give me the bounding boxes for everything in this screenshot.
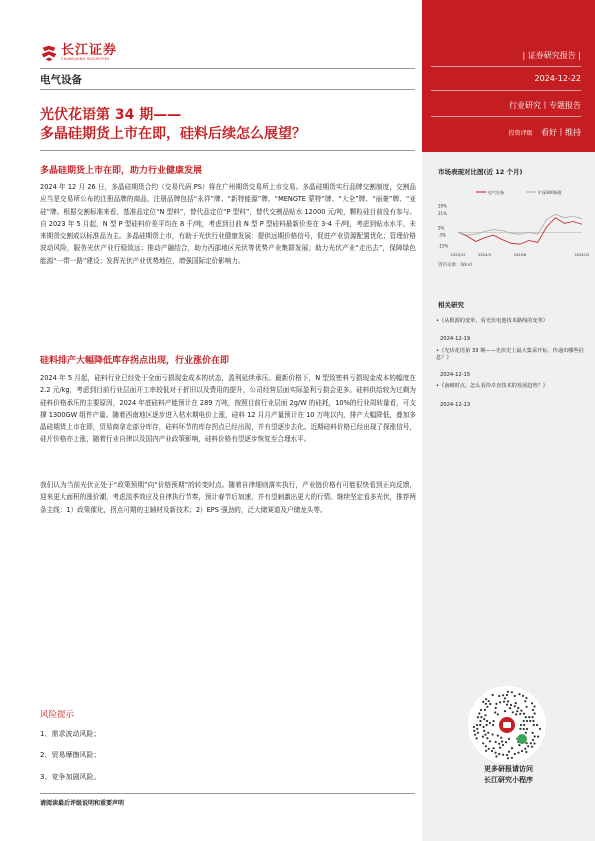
qr-dot [525,716,527,718]
legend-label: 沪深300指数 [538,190,562,195]
qr-dot [515,713,517,715]
qr-dot [532,732,534,734]
qr-dot [511,747,513,749]
report-title-line2: 多晶硅期货上市在即，硅料后续怎么展望？ [40,126,306,142]
qr-dot [533,705,535,707]
qr-dot [498,743,500,745]
qr-dot [492,733,494,735]
qr-dot [477,716,479,718]
report-category: 行业研究丨专题报告 [509,101,581,110]
qr-dot [526,706,528,708]
qr-dot [519,728,521,730]
chart-title: 市场表现对比图(近 12 个月) [438,168,523,176]
qr-dot [478,712,480,714]
qr-dot [501,740,503,742]
qr-dot [480,709,482,711]
qr-dot [474,734,476,736]
report-type: | 证券研究报告 | [522,51,581,60]
brand-logo [40,42,117,64]
qr-caption: 长江研究小程序 [484,776,533,784]
qr-dot [521,750,523,752]
legend-label: 电气设备 [488,190,504,195]
qr-dot [480,716,482,718]
qr-dot [483,718,485,720]
qr-dot [523,720,525,722]
qr-dot [502,754,504,756]
qr-dot [526,720,528,722]
qr-dot [523,713,525,715]
qr-dot [492,724,494,726]
qr-dot [473,726,475,728]
qr-dot [487,732,489,734]
qr-dot [525,751,527,753]
qr-dot [519,713,521,715]
x-tick-label: 2024/8 [513,253,527,257]
header-rule [40,68,415,69]
qr-dot [499,747,501,749]
report-date: 2024-12-22 [534,74,581,83]
qr-dot [532,709,534,711]
qr-dot [483,730,485,732]
qr-dot [497,735,499,737]
qr-dot [502,694,504,696]
qr-dot [486,720,488,722]
qr-dot [508,751,510,753]
qr-dot [505,741,507,743]
qr-dot [482,736,484,738]
section-body: 2024 年 5 月起，硅料行业已经处于全面亏损现金成本的状态，盈利延续承压。最新价格下，N 型致密料亏损现金成本的幅度在 2.2 元/kg，考虑到目前行业层面开工率较低对于折旧以及费用的提升，公司经营层面实际盈利亏损会更多。硅料供给较为过剩为硅料价格承压的主要原因，2024 年底硅料产能预计在 289 万吨，按照目前行业层面 2g/W 的硅耗，10%的行业周转量看，可支撑 1300GW 组件产量。随着西南地区逐步进入枯水期电价上涨，硅料 12 月月产量预计在 10 万吨以内，排产大幅降低，叠加多晶硅期货上市在即，贸易商拿走部分库存，硅料环节的库存拐点已经出现，并有望逐步去化。近期硅料价格已经出现了探涨信号，硅片价格亦上涨，随着行业自律以及国内产业政策影响，硅料价格有望逐步恢复至合理水平。 [40,374,416,444]
qr-dot [479,724,481,726]
qr-dot [498,695,500,697]
qr-dot [506,694,508,696]
qr-dot [520,710,522,712]
y-tick-label: -15% [438,243,449,249]
qr-dot [498,753,500,755]
brand-mark-icon [40,44,58,62]
qr-dot [532,720,534,722]
qr-dot [509,707,511,709]
qr-dot [533,724,535,726]
qr-dot [482,726,484,728]
qr-dot [492,694,494,696]
y-tick-label: 5% [438,225,445,231]
qr-dot [484,709,486,711]
qr-dot [526,742,528,744]
qr-dot [511,691,513,693]
qr-dot [488,700,490,702]
qr-dot [526,728,528,730]
qr-dot [486,724,488,726]
qr-dot [532,739,534,741]
y-tick-label: 21% [438,210,447,216]
qr-dot [485,750,487,752]
header-banner [422,0,595,152]
qr-dot [489,740,491,742]
qr-dot [479,720,481,722]
related-report-date: 2024-12-13 [440,402,471,408]
brand-name: 长江证券 [61,43,118,58]
qr-dot [523,724,525,726]
qr-dot [493,747,495,749]
x-tick-label: 2024/12 [574,253,590,257]
related-title: 相关研究 [438,301,464,309]
rating-value: 看好丨维持 [541,128,581,137]
y-tick-label: 29% [438,203,447,209]
related-report-date: 2024-12-19 [440,336,471,342]
section-body: 我们认为当前光伏正处于“政策预期”向“价格预期”的转变时点。随着自律细则落实执行，产业链价格有可能很快看到正向反馈，迎来更大面积的涨价潮，考虑淡季效应及自律执行节奏，预计春节后加速，并有望刺激出更大的行情。继续坚定看多光伏，推荐两条主线：1）政策催化，拐点可期的主辅材及新技术；2）EPS 强劲的，泛大储赛道及户储龙头等。 [40,481,416,514]
qr-dot [528,716,530,718]
qr-dot [484,734,486,736]
qr-dot [524,748,526,750]
rating-label: 投资评级 [508,130,533,137]
industry-rule [40,89,415,90]
qr-dot [488,748,490,750]
qr-dot [482,742,484,744]
section-heading: 多晶硅期货上市在即，助力行业健康发展 [40,166,203,176]
qr-dot [510,704,512,706]
qr-dot [485,745,487,747]
qr-dot [493,720,495,722]
qr-dot [499,701,501,703]
qr-dot [530,742,532,744]
related-report-link[interactable]: •《光伏花语第 33 期——光伏史上最大集采开标，传递出哪些信息？》 [436,348,584,361]
qr-dot [495,755,497,757]
qr-dot [525,732,527,734]
qr-dot [506,704,508,706]
qr-dot [497,713,499,715]
qr-dot [476,724,478,726]
qr-dot [527,745,529,747]
risk-title: 风险提示 [40,710,75,720]
qr-dot [520,724,522,726]
qr-dot [532,716,534,718]
footer-note: 请阅读最后评级说明和重要声明 [40,800,125,807]
qr-dot [508,738,510,740]
qr-dot [507,700,509,702]
qr-dot [491,750,493,752]
qr-dot [507,691,509,693]
banner-divider [431,116,581,117]
qr-dot [504,710,506,712]
banner-divider [431,90,581,91]
qr-dot [514,695,516,697]
qr-dot [514,753,516,755]
x-tick-label: 2024/4 [478,253,491,257]
qr-dot [537,736,539,738]
market-performance-chart [436,186,590,260]
qr-dot [503,701,505,703]
qr-dot [531,702,533,704]
qr-dot [494,711,496,713]
risk-item: 2、贸易摩擦风险； [40,751,101,759]
qr-dot [534,735,536,737]
qr-dot [484,714,486,716]
related-report-date: 2024-12-15 [440,372,471,378]
qr-dot [515,702,517,704]
qr-dot [511,757,513,759]
rating [508,127,581,138]
qr-dot [489,703,491,705]
footer-rule [40,793,415,794]
report-title-line1: 光伏花语第 34 期—— [40,107,182,123]
qr-dot [476,737,478,739]
qr-dot [524,700,526,702]
risk-item: 1、需求波动风险； [40,730,101,738]
qr-dot [536,724,538,726]
qr-dot [495,703,497,705]
qr-dot [531,746,533,748]
industry-label: 电气设备 [40,74,82,86]
qr-dot [533,742,535,744]
qr-dot [500,737,502,739]
qr-dot [494,752,496,754]
qr-dot [518,693,520,695]
qr-dot [525,697,527,699]
series-line [458,214,582,235]
qr-dot [507,757,509,759]
title-rule [40,150,415,151]
qr-dot [516,710,518,712]
qr-caption: 更多研报请访问 [484,765,533,773]
mini-program-qr-icon[interactable] [466,684,548,766]
qr-dot [534,712,536,714]
y-tick-label: -3% [438,232,446,238]
qr-dot [523,728,525,730]
related-report-link[interactable]: •《南網时点，怎么看待卓直技术的发展趋势？》 [436,383,548,389]
qr-dot [539,728,541,730]
qr-dot [529,720,531,722]
qr-dot [486,706,488,708]
related-report-link[interactable]: •《从根源的变革，看光伏电池技术路线的变革》 [436,318,548,324]
section-body: 2024 年 12 月 26 日，多晶硅期货合约（交易代码 PS）将在广州期货交易所上市交易。多晶硅期货实行品牌交割制度，交割品应当是交易所公布的注册品牌的商品，注册品牌包括“永祥”牌、“新特能源”牌、“MENGTE 蒙特”牌、“大全”牌、“丽豪”牌、“亚硅”牌。根据交割标准来看，基准品定位“N 型料”，替代品定位“P 型料”，替代交割品贴水 12000 元/吨，颗粒硅目前没有参与。自 2023 年 5 月起，N 型 P 型硅料价差平均在 8 千/吨，考虑到目前 N 型 P 型硅料最新价差在 3-4 千/吨，考虑到贴水水平，未来期货交割或以标准品为主。多晶硅期货上市，有助于光伏行业健康发展：提供远期价格信号，促进产业资源配置优化；管理价格波动风险，服务光伏产业行稳致远；推动产融结合，助力西部地区光伏等优势产业集群发展；助力光伏产业“走出去”，保障绿色能源“一带一路”建设；发挥光伏产业优势地位，增强国际定价影响力。 [40,183,416,265]
qr-dot [495,707,497,709]
banner-divider [431,66,581,67]
section-heading: 硅料排产大幅降低库存拐点出现，行业涨价在即 [40,356,230,366]
risk-item: 3、竞争加剧风险。 [40,773,101,781]
qr-dot [518,744,520,746]
qr-dot [506,754,508,756]
qr-dot [473,730,475,732]
qr-dot [486,737,488,739]
qr-dot [502,744,504,746]
qr-dot [476,728,478,730]
qr-dot [504,697,506,699]
qr-dot [522,695,524,697]
qr-dot [517,707,519,709]
qr-dot [485,703,487,705]
qr-dot [489,722,491,724]
qr-dot [495,741,497,743]
chart-source: 资料来源：Wind [438,263,472,268]
qr-dot [517,752,519,754]
qr-dot [482,701,484,703]
qr-dot [514,705,516,707]
x-tick-label: 2023/12 [450,253,466,257]
qr-dot [477,732,479,734]
qr-dot [512,711,514,713]
brand-name-en: CHANGJIANG SECURITIES [61,57,110,61]
qr-dot [485,698,487,700]
series-line [458,218,582,244]
